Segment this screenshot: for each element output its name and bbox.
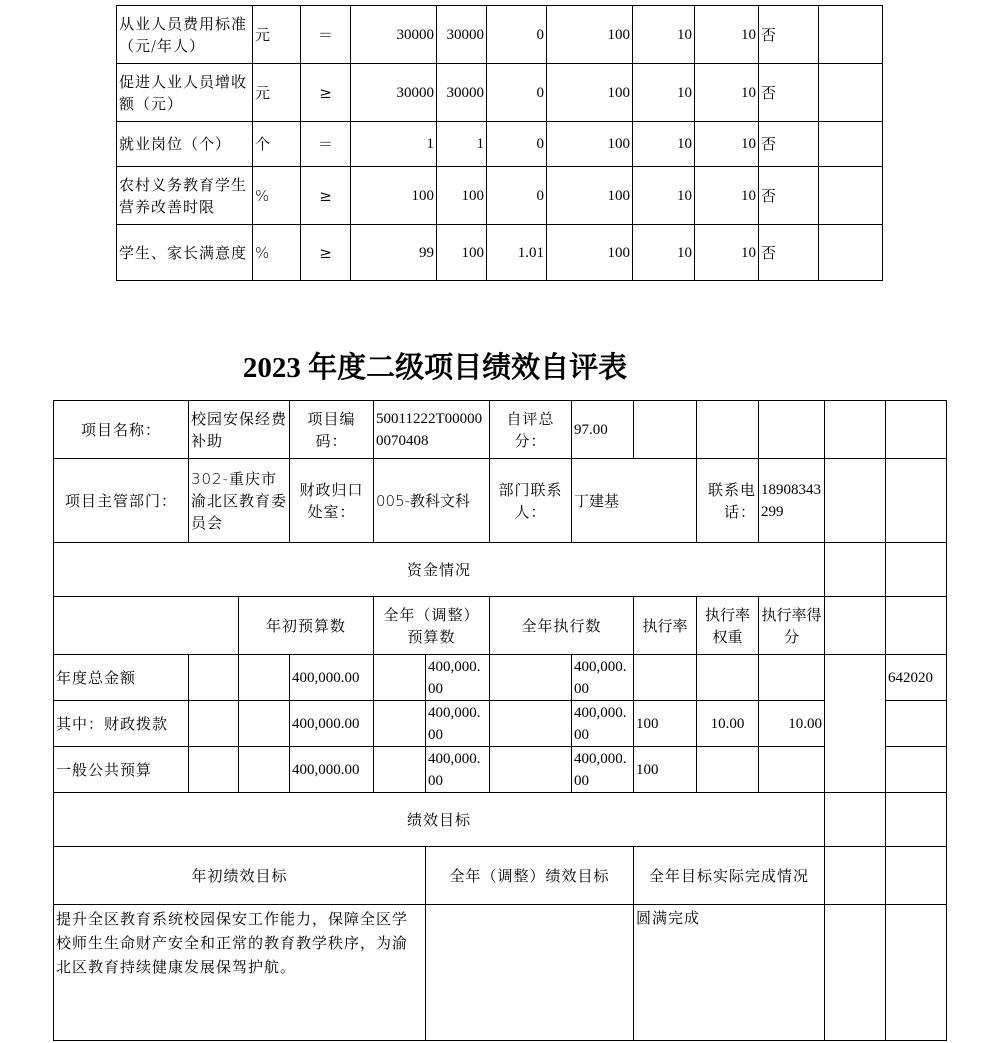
indicator-name: 从业人员费用标准（元/年人） — [117, 6, 253, 64]
funds-initial: 400,000.00 — [290, 747, 374, 793]
col-initial-budget: 年初预算数 — [239, 597, 374, 655]
empty-cell — [819, 225, 883, 281]
funds-weight: 10.00 — [697, 701, 759, 747]
indicator-value: 10 — [695, 122, 759, 167]
goals-actual-header: 全年目标实际完成情况 — [634, 847, 825, 905]
project-code-value: 50011222T000000070408 — [374, 401, 490, 459]
empty-cell — [886, 459, 947, 543]
contact-value: 丁建基 — [572, 459, 697, 543]
empty-cell — [825, 905, 886, 1041]
empty-cell — [239, 701, 290, 747]
phone-label: 联系电话： — [697, 459, 759, 543]
empty-cell — [825, 401, 886, 459]
table-row — [54, 655, 947, 701]
empty-cell — [697, 401, 759, 459]
table-row — [54, 905, 947, 1041]
empty-cell — [819, 167, 883, 225]
indicator-value: 100 — [547, 6, 633, 64]
funds-score: 10.00 — [759, 701, 825, 747]
funds-row-label: 其中：财政拨款 — [54, 701, 189, 747]
indicator-value: 0 — [487, 64, 547, 122]
table-row — [117, 225, 883, 281]
indicator-value: 1.01 — [487, 225, 547, 281]
project-code-label: 项目编码： — [290, 401, 374, 459]
funds-rate: 100 — [634, 747, 697, 793]
indicator-name: 就业岗位（个） — [117, 122, 253, 167]
table-row — [54, 597, 947, 655]
indicator-value: 1 — [351, 122, 437, 167]
indicator-operator: ≥ — [301, 64, 351, 122]
table-row — [117, 64, 883, 122]
page-title: 2023 年度二级项目绩效自评表 — [242, 352, 628, 384]
indicator-name: 学生、家长满意度 — [117, 225, 253, 281]
indicator-operator: ≥ — [301, 225, 351, 281]
contact-label: 部门联系人： — [490, 459, 572, 543]
indicator-value: 0 — [487, 167, 547, 225]
empty-cell — [374, 655, 426, 701]
funds-section-title: 资金情况 — [54, 543, 825, 597]
indicator-operator: ＝ — [301, 122, 351, 167]
funds-rate: 100 — [634, 701, 697, 747]
goals-initial-header: 年初绩效目标 — [54, 847, 426, 905]
empty-cell — [825, 747, 886, 793]
dept-value: 302-重庆市渝北区教育委员会 — [189, 459, 290, 543]
indicator-value: 100 — [547, 64, 633, 122]
indicator-flag: 否 — [759, 122, 819, 167]
indicator-flag: 否 — [759, 225, 819, 281]
indicator-value: 30000 — [351, 64, 437, 122]
empty-cell — [825, 543, 886, 597]
empty-cell — [886, 847, 947, 905]
empty-cell — [374, 701, 426, 747]
project-name-label: 项目名称： — [54, 401, 189, 459]
col-executed: 全年执行数 — [490, 597, 634, 655]
goals-adjusted-header: 全年（调整）绩效目标 — [426, 847, 634, 905]
empty-cell — [886, 793, 947, 847]
goals-initial-text: 提升全区教育系统校园保安工作能力，保障全区学校师生生命财产安全和正常的教育教学秩序，为渝北区教育持续健康发展保驾护航。 — [54, 905, 426, 1041]
indicator-value: 0 — [487, 6, 547, 64]
empty-cell — [825, 793, 886, 847]
indicator-name: 农村义务教育学生营养改善时限 — [117, 167, 253, 225]
empty-cell — [886, 905, 947, 1041]
empty-cell — [490, 747, 572, 793]
indicator-value: 10 — [633, 225, 695, 281]
empty-cell — [490, 701, 572, 747]
indicator-value: 100 — [351, 167, 437, 225]
funds-weight — [697, 655, 759, 701]
evaluation-form — [53, 400, 947, 1041]
funds-executed: 400,000.00 — [572, 701, 634, 747]
col-score: 执行率得分 — [759, 597, 825, 655]
funds-score — [759, 747, 825, 793]
table-row — [117, 167, 883, 225]
indicator-name: 促进人业人员增收额（元） — [117, 64, 253, 122]
project-name-value: 校园安保经费补助 — [189, 401, 290, 459]
score-value: 97.00 — [572, 401, 634, 459]
indicator-operator: ＝ — [301, 6, 351, 64]
funds-score — [759, 655, 825, 701]
empty-cell — [886, 597, 947, 655]
empty-cell — [374, 747, 426, 793]
empty-cell — [819, 122, 883, 167]
empty-cell — [825, 701, 886, 747]
table-row — [54, 543, 947, 597]
indicator-unit: 元 — [253, 6, 301, 64]
table-row — [117, 122, 883, 167]
empty-cell — [490, 655, 572, 701]
indicator-value: 10 — [695, 6, 759, 64]
office-value: 005-教科文科 — [374, 459, 490, 543]
empty-cell — [239, 655, 290, 701]
empty-cell — [825, 655, 886, 701]
empty-cell — [54, 597, 239, 655]
goals-adjusted-text — [426, 905, 634, 1041]
funds-row-label: 年度总金额 — [54, 655, 189, 701]
funds-rate — [634, 655, 697, 701]
empty-cell — [634, 401, 697, 459]
empty-cell — [825, 847, 886, 905]
empty-cell — [886, 401, 947, 459]
empty-cell — [819, 64, 883, 122]
indicator-flag: 否 — [759, 6, 819, 64]
indicator-flag: 否 — [759, 64, 819, 122]
indicator-value: 99 — [351, 225, 437, 281]
empty-cell — [189, 701, 239, 747]
table-row — [54, 459, 947, 543]
funds-adjusted: 400,000.00 — [426, 701, 490, 747]
phone-value: 18908343299 — [759, 459, 825, 543]
indicator-value: 1 — [437, 122, 487, 167]
empty-cell — [189, 655, 239, 701]
indicator-value: 30000 — [437, 6, 487, 64]
indicator-value: 10 — [633, 167, 695, 225]
indicator-value: 10 — [633, 122, 695, 167]
indicator-operator: ≥ — [301, 167, 351, 225]
empty-cell — [825, 597, 886, 655]
empty-cell — [759, 401, 825, 459]
indicator-value: 10 — [695, 64, 759, 122]
empty-cell — [886, 701, 947, 747]
empty-cell — [886, 543, 947, 597]
funds-executed: 400,000.00 — [572, 747, 634, 793]
funds-adjusted: 400,000.00 — [426, 747, 490, 793]
col-adjusted-budget: 全年（调整）预算数 — [374, 597, 490, 655]
indicator-unit: % — [253, 225, 301, 281]
goals-actual-text: 圆满完成 — [634, 905, 825, 1041]
funds-initial: 400,000.00 — [290, 655, 374, 701]
funds-adjusted: 400,000.00 — [426, 655, 490, 701]
indicator-value: 10 — [695, 167, 759, 225]
indicator-value: 100 — [547, 167, 633, 225]
score-label: 自评总分： — [490, 401, 572, 459]
indicator-flag: 否 — [759, 167, 819, 225]
indicator-value: 30000 — [437, 64, 487, 122]
col-weight: 执行率权重 — [697, 597, 759, 655]
table-row — [54, 847, 947, 905]
indicator-value: 100 — [547, 225, 633, 281]
indicator-value: 100 — [437, 225, 487, 281]
table-row — [54, 701, 947, 747]
indicator-value: 30000 — [351, 6, 437, 64]
indicator-value: 100 — [437, 167, 487, 225]
indicator-table — [116, 5, 883, 281]
indicator-unit: % — [253, 167, 301, 225]
goals-section-title: 绩效目标 — [54, 793, 825, 847]
table-row — [54, 793, 947, 847]
funds-weight — [697, 747, 759, 793]
empty-cell — [825, 459, 886, 543]
table-row — [117, 6, 883, 64]
table-row — [54, 747, 947, 793]
indicator-unit: 个 — [253, 122, 301, 167]
funds-initial: 400,000.00 — [290, 701, 374, 747]
table-row — [54, 401, 947, 459]
empty-cell — [819, 6, 883, 64]
empty-cell — [189, 747, 239, 793]
indicator-value: 10 — [633, 64, 695, 122]
funds-executed: 400,000.00 — [572, 655, 634, 701]
funds-row-label: 一般公共预算 — [54, 747, 189, 793]
empty-cell — [239, 747, 290, 793]
empty-cell — [886, 747, 947, 793]
indicator-value: 10 — [633, 6, 695, 64]
col-rate: 执行率 — [634, 597, 697, 655]
funds-extra: 642020 — [886, 655, 947, 701]
office-label: 财政归口处室： — [290, 459, 374, 543]
indicator-value: 0 — [487, 122, 547, 167]
indicator-value: 10 — [695, 225, 759, 281]
dept-label: 项目主管部门： — [54, 459, 189, 543]
indicator-unit: 元 — [253, 64, 301, 122]
indicator-value: 100 — [547, 122, 633, 167]
